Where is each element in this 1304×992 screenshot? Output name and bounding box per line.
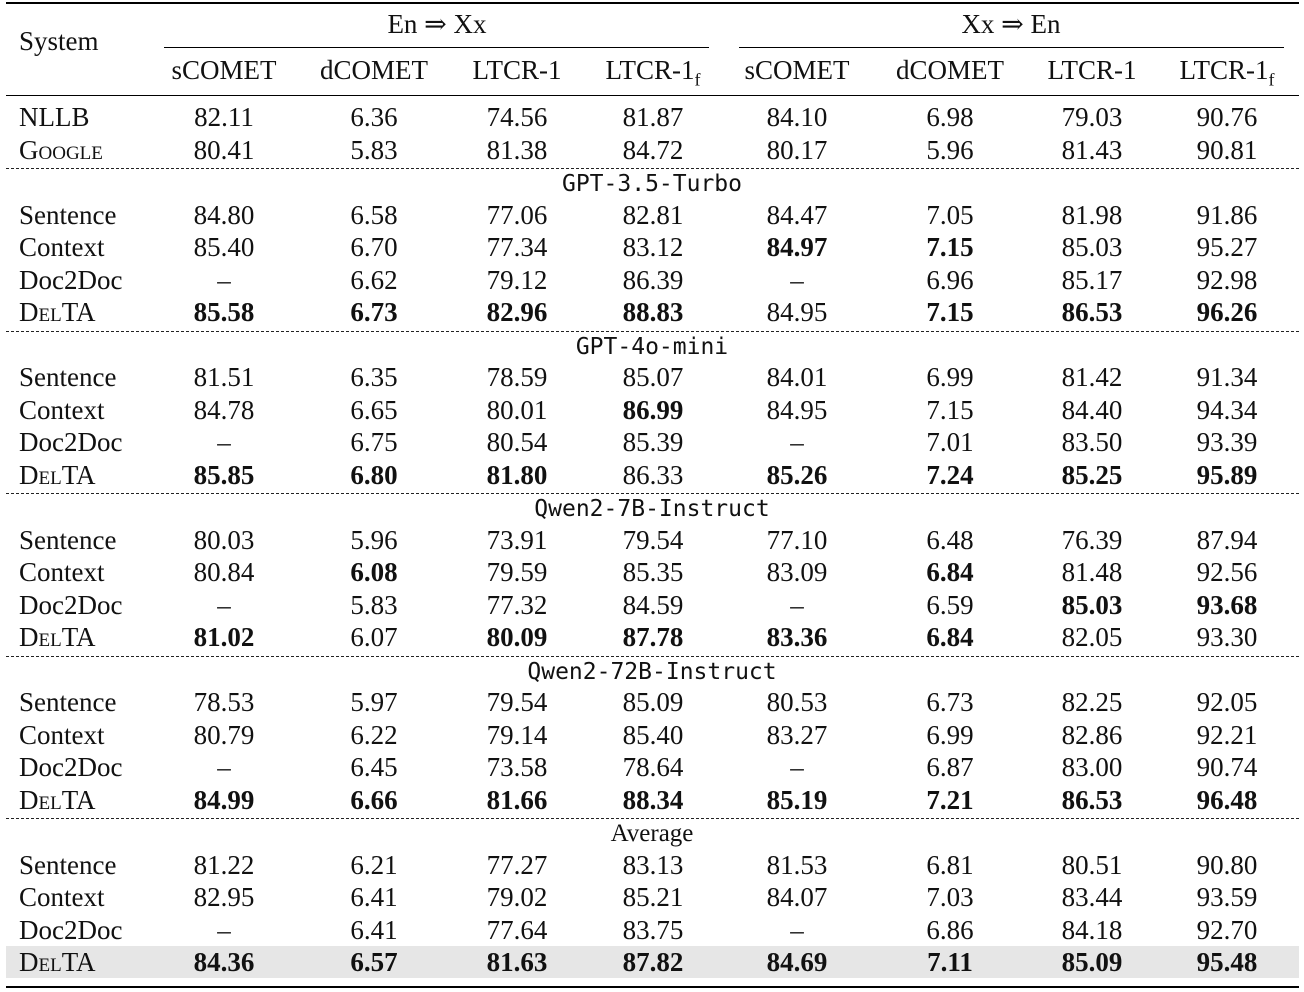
- table-cell: 85.39: [622, 427, 684, 457]
- table-cell: 7.03: [926, 882, 974, 912]
- system-name: Doc2Doc: [19, 752, 123, 782]
- table-cell: 83.12: [622, 232, 684, 262]
- table-cell: 79.54: [486, 687, 548, 717]
- table-cell: 77.32: [486, 589, 548, 620]
- table-cell: 6.81: [926, 849, 974, 880]
- table-cell: 5.96: [350, 524, 398, 555]
- table-cell: 7.15: [926, 394, 974, 425]
- table-cell: 77.10: [766, 524, 828, 555]
- group-header-xx-en: Xx ⇒ En: [961, 9, 1061, 39]
- system-header: System: [19, 26, 99, 56]
- table-cell: 85.26: [766, 459, 828, 490]
- bottom-rule: [6, 986, 1299, 988]
- table-cell: 84.40: [1061, 394, 1123, 425]
- table-cell: 80.51: [1061, 849, 1123, 880]
- table-cell: 96.26: [1196, 297, 1258, 327]
- table-cell: 92.98: [1196, 264, 1258, 295]
- table-cell: 90.81: [1196, 134, 1258, 165]
- table-cell: 6.35: [350, 362, 398, 392]
- table-cell: 84.72: [622, 134, 684, 165]
- table-cell: 6.59: [926, 589, 974, 620]
- system-name: Context: [19, 232, 105, 262]
- table-cell: 81.22: [193, 849, 255, 880]
- table-cell: 80.84: [193, 557, 255, 587]
- table-cell: 7.15: [926, 297, 974, 327]
- table-cell: 85.07: [622, 362, 684, 392]
- table-cell: 80.09: [486, 622, 548, 652]
- table-cell: 86.33: [622, 459, 684, 490]
- system-name: DelTA: [19, 784, 96, 815]
- table-cell: 6.41: [350, 882, 398, 912]
- table-cell: 92.21: [1196, 719, 1258, 750]
- table-cell: 81.53: [766, 849, 828, 880]
- table-cell: 6.98: [926, 102, 974, 132]
- table-cell: 6.36: [350, 102, 398, 132]
- table-cell: –: [217, 427, 231, 457]
- table-cell: 81.51: [193, 362, 255, 392]
- table-cell: 84.10: [766, 102, 828, 132]
- system-name: Context: [19, 557, 105, 587]
- table-cell: 91.34: [1196, 362, 1258, 392]
- table-cell: 83.09: [766, 557, 828, 587]
- table-cell: 81.80: [486, 459, 548, 490]
- column-header-label: LTCR-1: [605, 55, 695, 85]
- table-cell: 6.73: [926, 687, 974, 717]
- table-cell: –: [790, 752, 804, 782]
- table-cell: 82.05: [1061, 622, 1123, 652]
- table-cell: 86.53: [1061, 784, 1123, 815]
- column-header: [472, 54, 561, 86]
- table-cell: 83.50: [1061, 427, 1123, 457]
- table-cell: 79.54: [622, 524, 684, 555]
- table-cell: 85.35: [622, 557, 684, 587]
- table-cell: 5.83: [350, 589, 398, 620]
- column-header-subscript: f: [1268, 69, 1275, 90]
- table-cell: 84.47: [766, 199, 828, 230]
- group-rule-xx-en: [739, 47, 1284, 48]
- table-cell: 82.96: [486, 297, 548, 327]
- table-cell: –: [790, 589, 804, 620]
- table-cell: 86.39: [622, 264, 684, 295]
- table-cell: 78.53: [193, 687, 255, 717]
- table-cell: 94.34: [1196, 394, 1258, 425]
- table-cell: 83.27: [766, 719, 828, 750]
- header-rule: [6, 95, 1299, 96]
- section-title: Average: [610, 820, 694, 847]
- column-header-label: sCOMET: [744, 55, 850, 85]
- table-cell: 90.74: [1196, 752, 1258, 782]
- column-header: [744, 54, 849, 86]
- table-cell: 6.65: [350, 394, 398, 425]
- table-cell: 85.09: [622, 687, 684, 717]
- column-header-label: sCOMET: [171, 55, 277, 85]
- system-name: Doc2Doc: [19, 264, 123, 295]
- table-cell: 96.48: [1196, 784, 1258, 815]
- system-name: Context: [19, 719, 105, 750]
- table-cell: 83.13: [622, 849, 684, 880]
- table-cell: –: [790, 264, 804, 295]
- table-cell: 7.15: [926, 232, 974, 262]
- table-cell: 91.86: [1196, 199, 1258, 230]
- column-header: [171, 54, 276, 86]
- table-cell: 87.78: [622, 622, 684, 652]
- table-cell: 6.73: [350, 297, 398, 327]
- table-cell: 82.86: [1061, 719, 1123, 750]
- table-cell: 86.53: [1061, 297, 1123, 327]
- table-cell: 87.82: [622, 947, 684, 977]
- table-cell: 76.39: [1061, 524, 1123, 555]
- section-title: Qwen2-7B-Instruct: [534, 496, 770, 522]
- table-cell: 81.43: [1061, 134, 1123, 165]
- table-cell: 80.01: [486, 394, 548, 425]
- table-cell: –: [217, 752, 231, 782]
- table-cell: 84.78: [193, 394, 255, 425]
- system-name: DelTA: [19, 297, 96, 327]
- table-cell: 84.01: [766, 362, 828, 392]
- table-cell: 74.56: [486, 102, 548, 132]
- table-cell: 85.03: [1061, 232, 1123, 262]
- table-cell: 81.02: [193, 622, 255, 652]
- table-cell: 85.58: [193, 297, 255, 327]
- system-name: Sentence: [19, 524, 117, 555]
- table-cell: 6.07: [350, 622, 398, 652]
- system-name: Doc2Doc: [19, 914, 123, 945]
- column-header-label: LTCR-1: [1047, 55, 1137, 85]
- table-cell: 79.02: [486, 882, 548, 912]
- table-cell: 6.62: [350, 264, 398, 295]
- table-cell: 80.41: [193, 134, 255, 165]
- table-cell: 6.87: [926, 752, 974, 782]
- system-name: Doc2Doc: [19, 427, 123, 457]
- table-cell: 82.25: [1061, 687, 1123, 717]
- table-cell: 73.91: [486, 524, 548, 555]
- table-cell: 83.00: [1061, 752, 1123, 782]
- table-cell: 88.83: [622, 297, 684, 327]
- system-name: NLLB: [19, 102, 90, 132]
- table-cell: 84.97: [766, 232, 828, 262]
- table-cell: 73.58: [486, 752, 548, 782]
- system-name: DelTA: [19, 947, 96, 977]
- table-cell: 84.80: [193, 199, 255, 230]
- table-cell: 77.27: [486, 849, 548, 880]
- system-name: Google: [19, 134, 103, 165]
- column-header: [605, 54, 700, 95]
- table-cell: 95.27: [1196, 232, 1258, 262]
- section-title: GPT-3.5-Turbo: [561, 171, 742, 197]
- table-cell: 84.36: [193, 947, 255, 977]
- table-cell: 81.63: [486, 947, 548, 977]
- table-cell: 93.68: [1196, 589, 1258, 620]
- column-header: [320, 54, 428, 86]
- group-rule-en-xx: [164, 47, 709, 48]
- table-cell: 80.53: [766, 687, 828, 717]
- system-name: DelTA: [19, 622, 96, 652]
- table-cell: 6.99: [926, 362, 974, 392]
- table-cell: 7.01: [926, 427, 974, 457]
- table-cell: 85.25: [1061, 459, 1123, 490]
- column-header-subscript: f: [694, 69, 701, 90]
- table-cell: 84.69: [766, 947, 828, 977]
- table-cell: 6.08: [350, 557, 398, 587]
- table-cell: 80.17: [766, 134, 828, 165]
- table-cell: 6.58: [350, 199, 398, 230]
- table-cell: 87.94: [1196, 524, 1258, 555]
- top-rule: [6, 2, 1299, 4]
- table-cell: 5.97: [350, 687, 398, 717]
- table-cell: 81.48: [1061, 557, 1123, 587]
- table-cell: 6.80: [350, 459, 398, 490]
- table-cell: 92.70: [1196, 914, 1258, 945]
- table-cell: 7.24: [926, 459, 974, 490]
- table-cell: 84.95: [766, 297, 828, 327]
- system-name: Context: [19, 394, 105, 425]
- table-cell: 7.11: [927, 947, 973, 977]
- table-cell: 7.21: [926, 784, 974, 815]
- table-cell: 95.89: [1196, 459, 1258, 490]
- table-cell: 6.75: [350, 427, 398, 457]
- table-cell: 81.66: [486, 784, 548, 815]
- system-name: Sentence: [19, 362, 117, 392]
- system-name: Sentence: [19, 687, 117, 717]
- table-cell: 80.54: [486, 427, 548, 457]
- section-title: Qwen2-72B-Instruct: [527, 658, 777, 685]
- table-cell: 84.95: [766, 394, 828, 425]
- table-cell: 92.05: [1196, 687, 1258, 717]
- column-header-label: dCOMET: [896, 55, 1004, 85]
- table-cell: 83.36: [766, 622, 828, 652]
- table-cell: 80.03: [193, 524, 255, 555]
- table-cell: 84.07: [766, 882, 828, 912]
- system-name: Doc2Doc: [19, 589, 123, 620]
- table-cell: 6.41: [350, 914, 398, 945]
- table-cell: 85.17: [1061, 264, 1123, 295]
- table-cell: 6.86: [926, 914, 974, 945]
- table-cell: 95.48: [1196, 947, 1258, 977]
- table-cell: 6.45: [350, 752, 398, 782]
- table-cell: 80.79: [193, 719, 255, 750]
- column-header-label: LTCR-1: [472, 55, 562, 85]
- table-cell: 6.66: [350, 784, 398, 815]
- table-cell: 86.99: [622, 394, 684, 425]
- table-cell: 82.11: [194, 102, 254, 132]
- table-cell: 79.59: [486, 557, 548, 587]
- group-header-en-xx: En ⇒ Xx: [387, 9, 487, 39]
- table-cell: 92.56: [1196, 557, 1258, 587]
- system-name: DelTA: [19, 459, 96, 490]
- column-header: [896, 54, 1004, 86]
- table-cell: 77.64: [486, 914, 548, 945]
- table-cell: 81.87: [622, 102, 684, 132]
- column-header: [1179, 54, 1274, 95]
- table-cell: 81.38: [486, 134, 548, 165]
- table-cell: 85.21: [622, 882, 684, 912]
- table-cell: 79.03: [1061, 102, 1123, 132]
- table-cell: 83.75: [622, 914, 684, 945]
- table-cell: 84.18: [1061, 914, 1123, 945]
- table-cell: 77.06: [486, 199, 548, 230]
- table-cell: 78.64: [622, 752, 684, 782]
- system-name: Context: [19, 882, 105, 912]
- column-header-label: dCOMET: [320, 55, 428, 85]
- table-cell: 79.12: [486, 264, 548, 295]
- table-cell: 84.99: [193, 784, 255, 815]
- table-cell: –: [790, 914, 804, 945]
- table-cell: 6.96: [926, 264, 974, 295]
- table-cell: 84.59: [622, 589, 684, 620]
- table-cell: 5.96: [926, 134, 974, 165]
- table-cell: 85.40: [622, 719, 684, 750]
- table-cell: 6.99: [926, 719, 974, 750]
- table-cell: 6.57: [350, 947, 398, 977]
- table-cell: 81.42: [1061, 362, 1123, 392]
- system-name: Sentence: [19, 199, 117, 230]
- table-cell: 81.98: [1061, 199, 1123, 230]
- table-cell: 85.09: [1061, 947, 1123, 977]
- table-cell: 85.03: [1061, 589, 1123, 620]
- table-cell: 77.34: [486, 232, 548, 262]
- table-cell: 78.59: [486, 362, 548, 392]
- table-cell: 90.80: [1196, 849, 1258, 880]
- section-title: GPT-4o-mini: [575, 333, 729, 360]
- table-cell: 6.48: [926, 524, 974, 555]
- table-cell: –: [217, 589, 231, 620]
- column-header-label: LTCR-1: [1179, 55, 1269, 85]
- table-cell: 93.30: [1196, 622, 1258, 652]
- table-cell: 6.70: [350, 232, 398, 262]
- table-cell: 93.59: [1196, 882, 1258, 912]
- table-cell: 79.14: [486, 719, 548, 750]
- table-cell: 6.84: [926, 622, 974, 652]
- table-cell: 7.05: [926, 199, 974, 230]
- column-header: [1047, 54, 1136, 86]
- table-cell: 93.39: [1196, 427, 1258, 457]
- table-cell: –: [217, 914, 231, 945]
- table-cell: –: [790, 427, 804, 457]
- system-name: Sentence: [19, 849, 117, 880]
- table-cell: 88.34: [622, 784, 684, 815]
- table-cell: 6.21: [350, 849, 398, 880]
- table-cell: 85.19: [766, 784, 828, 815]
- table-cell: 85.85: [193, 459, 255, 490]
- table-cell: –: [217, 264, 231, 295]
- table-cell: 6.84: [926, 557, 974, 587]
- table-cell: 82.95: [193, 882, 255, 912]
- table-cell: 83.44: [1061, 882, 1123, 912]
- table-cell: 6.22: [350, 719, 398, 750]
- table-cell: 85.40: [193, 232, 255, 262]
- table-cell: 90.76: [1196, 102, 1258, 132]
- table-cell: 5.83: [350, 134, 398, 165]
- table-cell: 82.81: [622, 199, 684, 230]
